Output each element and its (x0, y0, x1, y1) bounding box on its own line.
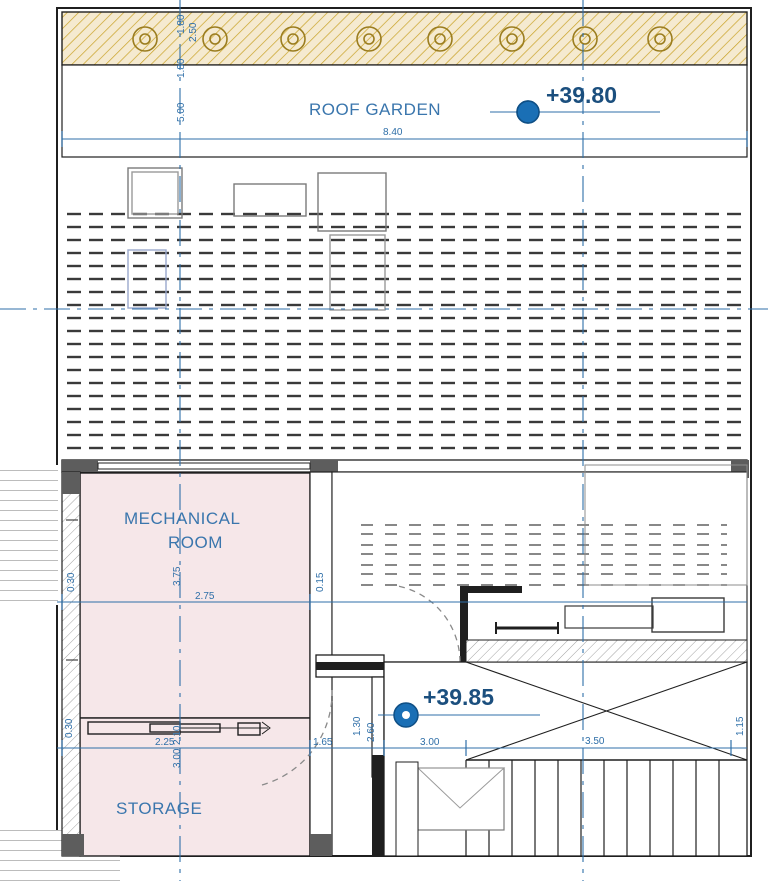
dim-low-4: 3.00 (420, 737, 440, 748)
dim-top-2: 2.50 (188, 22, 199, 42)
pergola-grid (66, 205, 742, 460)
roof-garden-area (62, 65, 747, 157)
dim-mid-v: 3.75 (172, 566, 183, 586)
dim-top-1: 1.80 (176, 14, 187, 34)
level-label-mechanical: +39.85 (423, 684, 494, 710)
dim-mid-1: 2.75 (195, 591, 215, 602)
dim-top-3: 1.80 (176, 58, 187, 78)
dim-left-upper: 5.00 (176, 102, 187, 122)
room-label-mechanical-line2: ROOM (168, 533, 223, 552)
level-label-roof-garden: +39.80 (546, 82, 617, 108)
dim-low-5: 3.50 (585, 736, 605, 747)
room-label-roof-garden: ROOF GARDEN (309, 100, 442, 119)
mechanical-room-fill (80, 473, 310, 856)
top-planter-band (62, 12, 747, 65)
dim-storage-v: 3.00 (172, 748, 183, 768)
dim-roof-garden-width: 8.40 (383, 127, 403, 138)
dim-low-3: 1.30 (352, 716, 363, 736)
dim-mid-0: 0.30 (66, 572, 77, 592)
lobby-area (332, 465, 747, 664)
dim-low-2: 1.65 (313, 737, 333, 748)
room-label-storage: STORAGE (116, 799, 203, 818)
dim-low-1: 2.25 (155, 737, 175, 748)
dim-low-v-a: 2.10 (172, 725, 183, 745)
dim-low-v-b: 2.60 (366, 722, 377, 742)
dim-low-0: 0.30 (64, 718, 75, 738)
room-label-mechanical-line1: MECHANICAL (124, 509, 241, 528)
dim-low-6: 1.15 (735, 716, 746, 736)
level-symbol-roof-garden (517, 101, 539, 123)
dim-mid-2: 0.15 (315, 572, 326, 592)
level-symbol-mechanical (394, 703, 418, 727)
